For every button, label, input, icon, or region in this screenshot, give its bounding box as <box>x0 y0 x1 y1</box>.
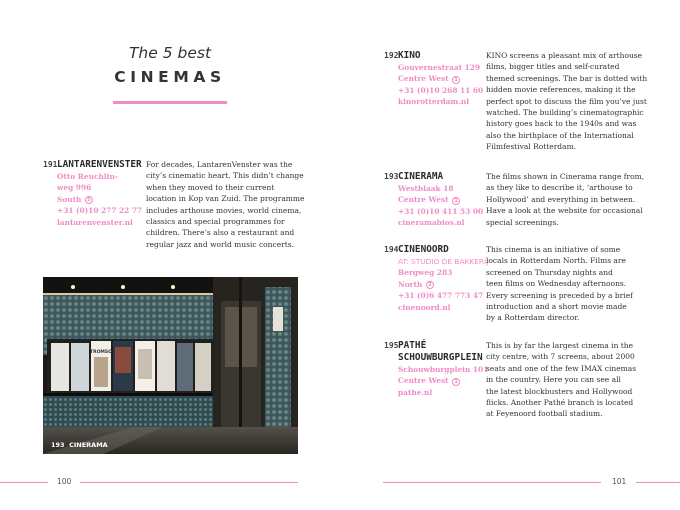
listing-name: LANTARENVENSTER <box>57 159 142 170</box>
footer-rule-left <box>0 482 48 483</box>
listing-phone: +31 (0)10 277 22 77 <box>57 206 143 216</box>
right-page <box>340 0 680 510</box>
listing-address-cont: weg 996 <box>57 183 92 193</box>
listing-description: The films shown in Cinerama range from, as they like to describe it, ‘arthouse to Hollywood’ and everything in between. Have a look at the website for occasional special screenings. <box>486 172 645 227</box>
listing-phone: +31 (0)10 268 11 60 <box>398 85 484 95</box>
listing-phone: +31 (0)10 411 53 00 <box>398 206 484 216</box>
footer-rule-right <box>636 482 680 483</box>
section-title: CINEMAS <box>114 68 226 86</box>
listing-number: 194 <box>384 245 399 254</box>
title-underline <box>113 101 227 104</box>
page-number-right: 101 <box>612 477 627 486</box>
page-number-left: 100 <box>57 477 72 486</box>
footer-rule-right-long <box>383 482 601 483</box>
listing-address: Schouwburgplein 101 <box>398 365 489 374</box>
district-number-icon: 2 <box>426 281 434 289</box>
listing-district: South 5 <box>43 194 143 205</box>
listing-address: Bergweg 283 <box>398 268 453 278</box>
listing-phone: +31 (0)6 477 773 47 <box>398 291 484 301</box>
listing-number: 195 <box>384 341 399 350</box>
listing-number: 191 <box>43 160 58 169</box>
listing-website[interactable]: pathe.nl <box>398 387 433 397</box>
listing-name-cont: SCHOUWBURGPLEIN <box>398 352 483 363</box>
listing-district: North 2 <box>384 279 484 290</box>
district-number-icon: 1 <box>452 197 460 205</box>
photo-caption: 193 CINERAMA <box>51 441 108 449</box>
listing-district: Centre West 1 <box>384 194 484 205</box>
listing-name: CINENOORD <box>398 244 449 255</box>
listing-district: Centre West 1 <box>384 73 484 84</box>
listing-venue: AT: STUDIO DE BAKKERIJ <box>398 257 489 266</box>
district-number-icon: 1 <box>452 76 460 84</box>
listing-address: Otto Reuchlin- <box>57 172 118 181</box>
listing-website[interactable]: kinorotterdam.nl <box>398 97 470 107</box>
listing-description: KINO screens a pleasant mix of arthouse films, bigger titles and self-curated themed screenings. The bar is dotted with hidden movie references, making it the perfect spot to discuss the film you’ve just watched. The building’s cinematographic history goes back to the 1940s and was also the birthplace of the International Filmfestival Rotterdam. <box>486 51 648 152</box>
listing-website[interactable]: cineramabios.nl <box>398 218 465 228</box>
section-title-prefix: The 5 best <box>128 44 212 62</box>
listing-number: 192 <box>384 51 399 60</box>
listing-name: KINO <box>398 50 421 61</box>
cinema-lobby-illustration <box>43 277 298 454</box>
listing-description: For decades, LantarenVenster was the city’s cinematic heart. This didn’t change when they moved to their current location in Kop van Zuid. The programme includes arthouse movies, world cinema, classics and special programmes for children. There’s also a restaurant and regular jazz and world music concerts. <box>146 160 305 249</box>
listing-website[interactable]: cinenoord.nl <box>398 302 451 312</box>
listing-description: This is by far the largest cinema in the city centre, with 7 screens, about 2000 seats and one of the few IMAX cinemas in the country. Here you can see all the latest blockbusters and Hollywood flicks. Another Pathé branch is located at Feyenoord football stadium. <box>486 341 637 419</box>
district-number-icon: 1 <box>452 378 460 386</box>
listing-name: CINERAMA <box>398 171 444 182</box>
listing-website[interactable]: lantarenvenster.nl <box>57 217 133 227</box>
cinerama-photo <box>43 277 298 454</box>
listing-district: Centre West 1 <box>384 375 484 386</box>
listing-address: Westblaak 18 <box>398 184 454 193</box>
poster-text: TROMSO <box>90 350 112 355</box>
listing-description: This cinema is an initiative of some locals in Rotterdam North. Films are screened on Thursday nights and teen films on Wednesday afternoons. Every screening is preceded by a brief introduction and a short movie made by a Rotterdam director. <box>486 245 633 323</box>
district-number-icon: 5 <box>85 196 93 204</box>
footer-rule-left-long <box>80 482 298 483</box>
listing-name: PATHÉ <box>398 340 427 351</box>
listing-address: Gouvernestraat 129 <box>398 63 481 72</box>
listing-number: 193 <box>384 172 399 181</box>
